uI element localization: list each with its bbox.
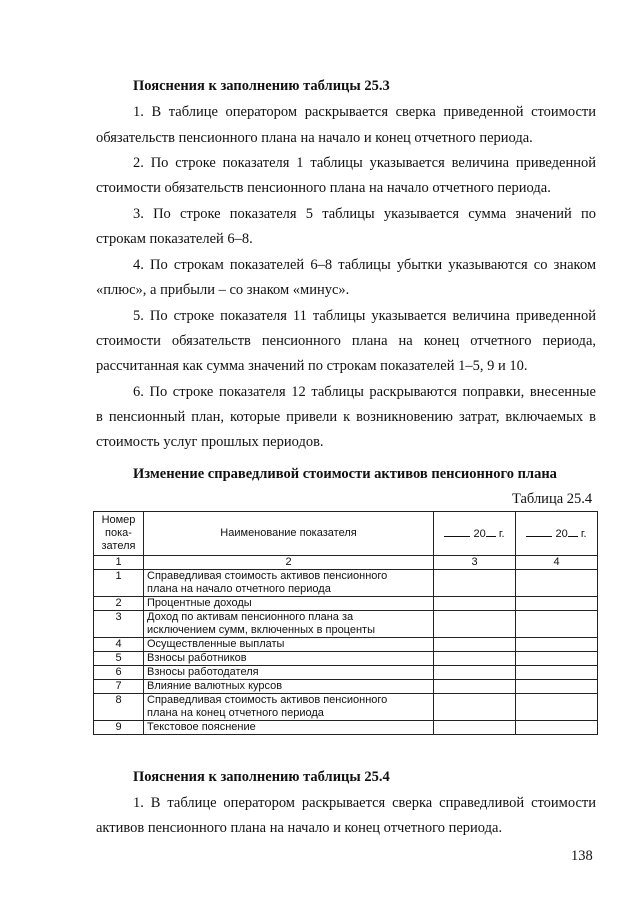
column-number: 1 — [94, 556, 144, 570]
value-cell — [516, 694, 598, 721]
column-number: 4 — [516, 556, 598, 570]
row-number: 9 — [94, 721, 144, 735]
paragraph-6-line-1: 6. По строке показателя 12 таблицы раскрываются поправки, внесенные — [133, 384, 596, 400]
paragraph-4-line-1: 4. По строкам показателей 6–8 таблицы убытки указываются со знаком — [133, 257, 596, 273]
row-label-line-1: Справедливая стоимость активов пенсионного — [147, 570, 388, 582]
table-row — [94, 694, 598, 721]
header-number — [94, 512, 144, 556]
table-row — [94, 570, 598, 597]
row-label — [144, 570, 434, 597]
header-name: Наименование показателя — [144, 512, 434, 556]
row-label — [144, 611, 434, 638]
row-number: 3 — [94, 611, 144, 638]
paragraph-5-line-2: стоимости обязательств пенсионного плана на конец отчетного периода, — [96, 333, 596, 349]
column-number-row — [94, 556, 598, 570]
paragraph-6-line-3: стоимость услуг прошлых периодов. — [96, 434, 324, 450]
value-cell — [434, 694, 516, 721]
paragraph-1-line-1: 1. В таблице оператором раскрывается сверка приведенной стоимости — [133, 104, 596, 120]
column-number: 2 — [144, 556, 434, 570]
blank-line — [568, 526, 578, 537]
row-number: 2 — [94, 597, 144, 611]
header-period-2 — [516, 512, 598, 556]
paragraph-6-line-2: в пенсионный план, которые привели к возникновению затрат, включаемых в — [96, 409, 596, 425]
paragraph-5-line-3: рассчитанная как сумма значений по строкам показателей 1–5, 9 и 10. — [96, 358, 528, 374]
header-year-suffix: г. — [498, 528, 505, 540]
blank-line — [444, 526, 470, 537]
row-label-line-2: плана на конец отчетного периода — [147, 707, 324, 719]
table-row — [94, 597, 598, 611]
header-year: 20 — [473, 528, 486, 540]
value-cell — [434, 570, 516, 597]
section-heading-25-4: Пояснения к заполнению таблицы 25.4 — [133, 769, 390, 785]
page-number: 138 — [571, 848, 593, 864]
table-caption: Таблица 25.4 — [512, 491, 593, 507]
row-label-line-2: плана на начало отчетного периода — [147, 583, 331, 595]
blank-line — [486, 526, 496, 537]
value-cell — [434, 652, 516, 666]
paragraph-3-line-1: 3. По строке показателя 5 таблицы указывается сумма значений по — [133, 206, 596, 222]
paragraph-2-line-2: стоимости обязательств пенсионного плана на начало отчетного периода. — [96, 180, 551, 196]
row-number: 6 — [94, 666, 144, 680]
row-label: Влияние валютных курсов — [144, 680, 434, 694]
header-period-1 — [434, 512, 516, 556]
row-label-line-1: Справедливая стоимость активов пенсионного — [147, 694, 388, 706]
value-cell — [434, 597, 516, 611]
paragraph-5-line-1: 5. По строке показателя 11 таблицы указывается величина приведенной — [133, 308, 596, 324]
table-title: Изменение справедливой стоимости активов пенсионного плана — [133, 466, 557, 482]
row-label: Процентные доходы — [144, 597, 434, 611]
value-cell — [434, 611, 516, 638]
data-table — [93, 511, 598, 735]
blank-line — [526, 526, 552, 537]
section-heading-25-3: Пояснения к заполнению таблицы 25.3 — [133, 78, 390, 94]
row-label-line-2: исключением сумм, включенных в проценты — [147, 624, 375, 636]
row-number: 8 — [94, 694, 144, 721]
value-cell — [434, 680, 516, 694]
paragraph-2-line-1: 2. По строке показателя 1 таблицы указывается величина приведенной — [133, 155, 596, 171]
row-label — [144, 694, 434, 721]
value-cell — [516, 570, 598, 597]
value-cell — [516, 666, 598, 680]
table-row — [94, 721, 598, 735]
header-number-line-1: Номер — [101, 514, 136, 526]
header-number-line-3: зателя — [101, 540, 136, 552]
value-cell — [516, 597, 598, 611]
row-number: 5 — [94, 652, 144, 666]
row-number: 4 — [94, 638, 144, 652]
table-row — [94, 680, 598, 694]
row-number: 1 — [94, 570, 144, 597]
header-number-line-2: пока- — [105, 527, 132, 539]
row-label: Текстовое пояснение — [144, 721, 434, 735]
paragraph-1-line-2: обязательств пенсионного плана на начало и конец отчетного периода. — [96, 130, 533, 146]
paragraph-4-line-2: «плюс», а прибыли – со знаком «минус». — [96, 282, 350, 298]
table-row — [94, 638, 598, 652]
table-header-row — [94, 512, 598, 556]
row-label-line-1: Доход по активам пенсионного плана за — [147, 611, 354, 623]
paragraph-7-line-1: 1. В таблице оператором раскрывается сверка справедливой стоимости — [133, 795, 596, 811]
value-cell — [434, 721, 516, 735]
table-row — [94, 611, 598, 638]
row-label: Взносы работников — [144, 652, 434, 666]
paragraph-7-line-2: активов пенсионного плана на начало и конец отчетного периода. — [96, 820, 503, 836]
column-number: 3 — [434, 556, 516, 570]
value-cell — [516, 680, 598, 694]
value-cell — [516, 611, 598, 638]
header-year-suffix: г. — [580, 528, 587, 540]
table-row — [94, 666, 598, 680]
paragraph-3-line-2: строкам показателей 6–8. — [96, 231, 253, 247]
value-cell — [516, 638, 598, 652]
row-label: Осуществленные выплаты — [144, 638, 434, 652]
row-label: Взносы работодателя — [144, 666, 434, 680]
value-cell — [516, 652, 598, 666]
value-cell — [434, 638, 516, 652]
header-year: 20 — [555, 528, 568, 540]
value-cell — [434, 666, 516, 680]
row-number: 7 — [94, 680, 144, 694]
value-cell — [516, 721, 598, 735]
table-row — [94, 652, 598, 666]
